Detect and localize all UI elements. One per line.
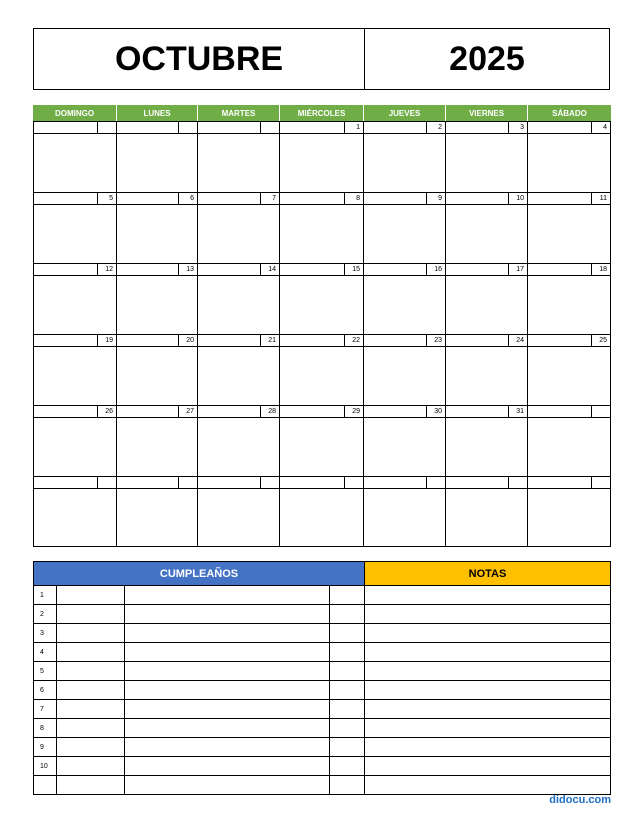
week-body-row [34, 417, 611, 476]
day-entry-cell[interactable] [364, 346, 446, 405]
day-entry-cell[interactable] [117, 275, 198, 334]
day-entry-cell[interactable] [364, 204, 446, 263]
week-body-row [34, 346, 611, 405]
day-number-cell [34, 263, 117, 275]
day-entry-cell[interactable] [528, 488, 611, 546]
birthday-date-cell[interactable] [57, 605, 125, 624]
day-number: 26 [97, 406, 116, 417]
year-title: 2025 [449, 39, 525, 78]
day-number-cell [364, 263, 446, 275]
birthdays-header: CUMPLEAÑOS [33, 561, 364, 586]
birthday-name-cell[interactable] [125, 643, 330, 662]
day-entry-cell[interactable] [528, 275, 611, 334]
birthday-row [34, 681, 611, 700]
note-cell[interactable] [365, 605, 611, 624]
week-body-row [34, 275, 611, 334]
birthday-row [34, 605, 611, 624]
note-cell[interactable] [365, 719, 611, 738]
calendar-weeks [33, 121, 611, 547]
day-entry-cell[interactable] [280, 133, 364, 192]
days-of-week-row [33, 105, 611, 121]
birthday-name-cell[interactable] [125, 624, 330, 643]
week-number-row [34, 405, 611, 417]
day-number: 30 [426, 406, 445, 417]
day-number-cell [446, 476, 528, 488]
birthday-row [34, 738, 611, 757]
birthday-extra-cell[interactable] [330, 738, 365, 757]
day-number [591, 406, 610, 417]
day-number-cell [364, 192, 446, 204]
day-entry-cell[interactable] [446, 417, 528, 476]
month-calendar [33, 105, 611, 547]
week-number-row [34, 192, 611, 204]
day-entry-cell[interactable] [280, 417, 364, 476]
week-number-row [34, 121, 611, 133]
birthday-date-cell[interactable] [57, 700, 125, 719]
day-number [97, 477, 116, 488]
day-entry-cell[interactable] [117, 417, 198, 476]
birthday-row [34, 624, 611, 643]
birthday-date-cell[interactable] [57, 757, 125, 776]
day-of-week-header: JUEVES [364, 105, 446, 121]
week-number-row [34, 334, 611, 346]
day-number-cell [364, 476, 446, 488]
day-number: 5 [97, 193, 116, 204]
day-number-cell [117, 334, 198, 346]
day-number: 28 [260, 406, 279, 417]
day-number-cell [117, 476, 198, 488]
birthday-name-cell[interactable] [125, 719, 330, 738]
row-number: 7 [34, 700, 57, 719]
row-number: 8 [34, 719, 57, 738]
day-number: 3 [508, 122, 527, 133]
day-entry-cell[interactable] [446, 346, 528, 405]
day-number: 11 [591, 193, 610, 204]
day-of-week-header: MIÉRCOLES [280, 105, 364, 121]
day-number-cell [117, 192, 198, 204]
day-number-cell [364, 121, 446, 133]
week-number-row [34, 476, 611, 488]
day-entry-cell[interactable] [198, 417, 280, 476]
day-number [344, 477, 363, 488]
birthday-row [34, 776, 611, 795]
birthday-date-cell[interactable] [57, 624, 125, 643]
day-number: 31 [508, 406, 527, 417]
birthday-extra-cell[interactable] [330, 719, 365, 738]
birthday-row [34, 719, 611, 738]
day-number-cell [446, 192, 528, 204]
day-entry-cell[interactable] [280, 346, 364, 405]
day-number [178, 122, 197, 133]
day-number: 27 [178, 406, 197, 417]
birthday-extra-cell[interactable] [330, 776, 365, 795]
birthday-date-cell[interactable] [57, 681, 125, 700]
day-number-cell [446, 405, 528, 417]
day-number-cell [198, 476, 280, 488]
week-body-row [34, 133, 611, 192]
note-cell[interactable] [365, 681, 611, 700]
day-entry-cell[interactable] [198, 346, 280, 405]
day-number: 13 [178, 264, 197, 275]
birthday-extra-cell[interactable] [330, 624, 365, 643]
day-number: 1 [344, 122, 363, 133]
birthday-date-cell[interactable] [57, 643, 125, 662]
birthdays-notes-table [33, 561, 611, 795]
birthday-extra-cell[interactable] [330, 757, 365, 776]
row-number: 6 [34, 681, 57, 700]
birthday-extra-cell[interactable] [330, 700, 365, 719]
day-entry-cell[interactable] [34, 133, 117, 192]
day-number: 20 [178, 335, 197, 346]
birthday-name-cell[interactable] [125, 605, 330, 624]
birthdays-notes-rows [33, 586, 611, 795]
day-number-cell [34, 476, 117, 488]
day-number-cell [280, 405, 364, 417]
note-cell[interactable] [365, 662, 611, 681]
day-number: 8 [344, 193, 363, 204]
day-entry-cell[interactable] [364, 275, 446, 334]
birthday-extra-cell[interactable] [330, 681, 365, 700]
day-number-cell [198, 121, 280, 133]
week-number-row [34, 263, 611, 275]
day-entry-cell[interactable] [198, 488, 280, 546]
day-number-cell [280, 121, 364, 133]
day-number: 18 [591, 264, 610, 275]
row-number: 2 [34, 605, 57, 624]
day-number: 17 [508, 264, 527, 275]
day-entry-cell[interactable] [34, 346, 117, 405]
day-number [508, 477, 527, 488]
day-of-week-header: DOMINGO [33, 105, 117, 121]
day-number: 9 [426, 193, 445, 204]
day-number-cell [198, 263, 280, 275]
day-entry-cell[interactable] [364, 488, 446, 546]
day-entry-cell[interactable] [34, 417, 117, 476]
day-entry-cell[interactable] [34, 275, 117, 334]
day-number-cell [280, 476, 364, 488]
day-number [591, 477, 610, 488]
birthday-extra-cell[interactable] [330, 643, 365, 662]
day-number-cell [198, 405, 280, 417]
day-number-cell [34, 192, 117, 204]
row-number: 4 [34, 643, 57, 662]
row-number: 3 [34, 624, 57, 643]
day-number-cell [34, 121, 117, 133]
day-number-cell [198, 334, 280, 346]
day-entry-cell[interactable] [117, 133, 198, 192]
birthday-extra-cell[interactable] [330, 605, 365, 624]
day-number-cell [34, 334, 117, 346]
day-number-cell [446, 263, 528, 275]
birthday-extra-cell[interactable] [330, 662, 365, 681]
day-entry-cell[interactable] [34, 488, 117, 546]
day-number: 12 [97, 264, 116, 275]
day-entry-cell[interactable] [446, 204, 528, 263]
note-cell[interactable] [365, 586, 611, 605]
day-number-cell [446, 334, 528, 346]
day-entry-cell[interactable] [280, 275, 364, 334]
day-number: 2 [426, 122, 445, 133]
birthday-row [34, 643, 611, 662]
day-number-cell [280, 334, 364, 346]
note-cell[interactable] [365, 757, 611, 776]
day-number-cell [198, 192, 280, 204]
day-number-cell [528, 263, 611, 275]
birthday-name-cell[interactable] [125, 681, 330, 700]
day-entry-cell[interactable] [34, 204, 117, 263]
notes-header: NOTAS [364, 561, 611, 586]
birthday-date-cell[interactable] [57, 662, 125, 681]
day-of-week-header: VIERNES [446, 105, 528, 121]
day-number-cell [280, 263, 364, 275]
week-body-row [34, 488, 611, 546]
day-of-week-header: LUNES [117, 105, 198, 121]
day-number: 19 [97, 335, 116, 346]
day-number [260, 122, 279, 133]
day-number-cell [528, 121, 611, 133]
birthday-name-cell[interactable] [125, 738, 330, 757]
day-number: 15 [344, 264, 363, 275]
day-number: 14 [260, 264, 279, 275]
day-of-week-header: MARTES [198, 105, 280, 121]
day-number: 24 [508, 335, 527, 346]
birthday-name-cell[interactable] [125, 662, 330, 681]
day-number: 16 [426, 264, 445, 275]
day-entry-cell[interactable] [280, 204, 364, 263]
day-entry-cell[interactable] [198, 275, 280, 334]
birthday-date-cell[interactable] [57, 738, 125, 757]
brand-link[interactable]: didocu.com [549, 794, 611, 806]
day-number: 22 [344, 335, 363, 346]
row-number: 1 [34, 586, 57, 605]
day-number: 21 [260, 335, 279, 346]
day-number-cell [364, 405, 446, 417]
day-entry-cell[interactable] [117, 204, 198, 263]
day-of-week-header: SÁBADO [528, 105, 611, 121]
day-number: 10 [508, 193, 527, 204]
note-cell[interactable] [365, 624, 611, 643]
day-number-cell [117, 405, 198, 417]
day-entry-cell[interactable] [446, 133, 528, 192]
day-number: 6 [178, 193, 197, 204]
day-entry-cell[interactable] [446, 488, 528, 546]
day-number-cell [364, 334, 446, 346]
note-cell[interactable] [365, 776, 611, 795]
day-number: 29 [344, 406, 363, 417]
birthday-row [34, 662, 611, 681]
row-number: 5 [34, 662, 57, 681]
day-number: 4 [591, 122, 610, 133]
day-number [426, 477, 445, 488]
day-number [97, 122, 116, 133]
birthday-name-cell[interactable] [125, 757, 330, 776]
day-entry-cell[interactable] [528, 417, 611, 476]
day-entry-cell[interactable] [117, 488, 198, 546]
day-entry-cell[interactable] [528, 346, 611, 405]
day-number-cell [528, 476, 611, 488]
day-entry-cell[interactable] [528, 204, 611, 263]
row-number: 10 [34, 757, 57, 776]
day-number-cell [446, 121, 528, 133]
day-entry-cell[interactable] [198, 133, 280, 192]
day-entry-cell[interactable] [446, 275, 528, 334]
day-number: 25 [591, 335, 610, 346]
day-entry-cell[interactable] [364, 133, 446, 192]
day-number [260, 477, 279, 488]
day-number-cell [528, 405, 611, 417]
note-cell[interactable] [365, 643, 611, 662]
note-cell[interactable] [365, 700, 611, 719]
day-number-cell [34, 405, 117, 417]
day-number: 23 [426, 335, 445, 346]
day-entry-cell[interactable] [198, 204, 280, 263]
birthday-name-cell[interactable] [125, 586, 330, 605]
birthday-date-cell[interactable] [57, 719, 125, 738]
note-cell[interactable] [365, 738, 611, 757]
calendar-header [33, 28, 610, 90]
birthday-name-cell[interactable] [125, 700, 330, 719]
day-number-cell [280, 192, 364, 204]
week-body-row [34, 204, 611, 263]
row-number [34, 776, 57, 795]
day-number-cell [117, 121, 198, 133]
day-entry-cell[interactable] [528, 133, 611, 192]
day-entry-cell[interactable] [364, 417, 446, 476]
day-number-cell [528, 334, 611, 346]
day-number-cell [528, 192, 611, 204]
birthday-name-cell[interactable] [125, 776, 330, 795]
row-number: 9 [34, 738, 57, 757]
day-number [178, 477, 197, 488]
birthday-date-cell[interactable] [57, 776, 125, 795]
day-number: 7 [260, 193, 279, 204]
birthday-date-cell[interactable] [57, 586, 125, 605]
birthday-row [34, 586, 611, 605]
day-entry-cell[interactable] [280, 488, 364, 546]
birthday-extra-cell[interactable] [330, 586, 365, 605]
birthday-row [34, 757, 611, 776]
month-title: OCTUBRE [34, 29, 365, 89]
day-number-cell [117, 263, 198, 275]
birthday-row [34, 700, 611, 719]
day-entry-cell[interactable] [117, 346, 198, 405]
